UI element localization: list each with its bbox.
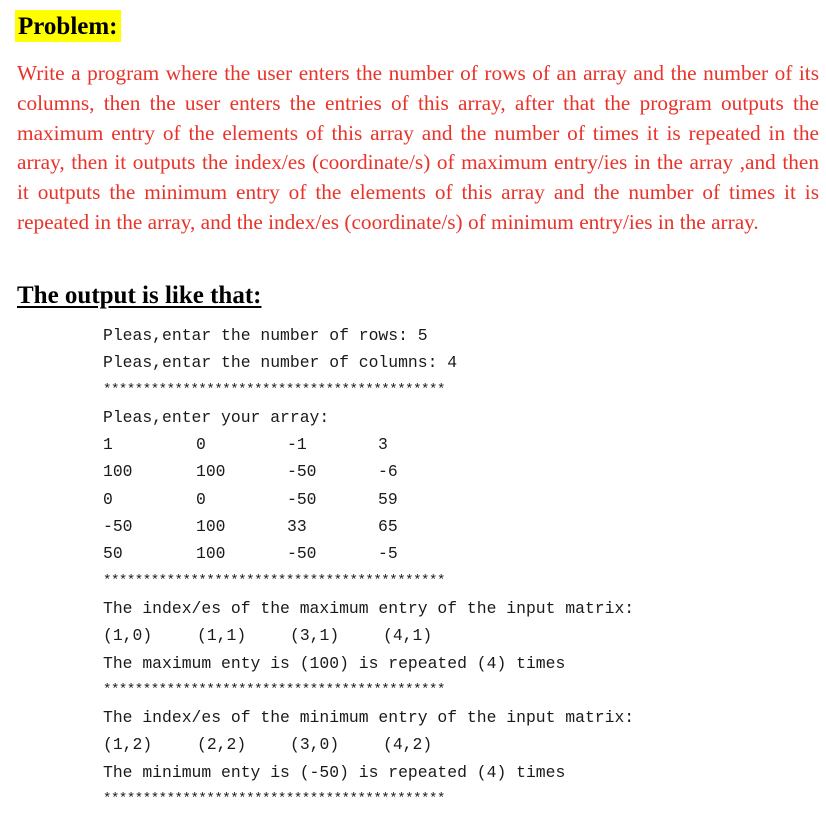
coordinate: (1,0): [103, 626, 153, 646]
array-prompt: Pleas,enter your array:: [103, 407, 330, 427]
coordinate: (1,1): [197, 626, 247, 646]
coordinate: (2,2): [197, 735, 247, 755]
matrix-cell: 33: [287, 517, 307, 537]
separator-line: *******************************************: [103, 681, 445, 698]
columns-prompt: Pleas,entar the number of columns: 4: [103, 353, 458, 373]
matrix-cell: 100: [196, 462, 226, 482]
matrix-cell: 100: [196, 544, 226, 564]
coordinate: (1,2): [103, 735, 153, 755]
max-index-heading: The index/es of the maximum entry of the input matrix:: [103, 598, 635, 618]
matrix-cell: -1: [287, 435, 307, 455]
matrix-cell: 0: [196, 435, 206, 455]
matrix-cell: 0: [103, 489, 113, 509]
matrix-row: [103, 513, 503, 540]
coordinate: (3,0): [290, 735, 340, 755]
matrix-row: [103, 540, 503, 567]
output-heading: The output is like that:: [17, 282, 262, 309]
separator-line: *******************************************: [103, 381, 445, 398]
matrix-cell: -50: [287, 489, 317, 509]
coordinate: (4,1): [383, 626, 433, 646]
matrix-cell: 1: [103, 435, 113, 455]
matrix-cell: 100: [103, 462, 133, 482]
matrix-cell: -6: [378, 462, 398, 482]
matrix-cell: -50: [287, 544, 317, 564]
matrix-row: [103, 458, 503, 485]
matrix-cell: 100: [196, 517, 226, 537]
matrix-cell: 65: [378, 517, 398, 537]
separator-line: *******************************************: [103, 791, 445, 808]
matrix-cell: -50: [103, 517, 133, 537]
min-summary: The minimum enty is (-50) is repeated (4) times: [103, 762, 566, 782]
problem-heading: Problem:: [15, 10, 121, 42]
matrix-cell: -50: [287, 462, 317, 482]
coordinate: (4,2): [383, 735, 433, 755]
separator-line: *******************************************: [103, 572, 445, 589]
matrix-row: [103, 486, 503, 513]
matrix-cell: 59: [378, 489, 398, 509]
matrix-cell: 50: [103, 544, 123, 564]
rows-prompt: Pleas,entar the number of rows: 5: [103, 326, 428, 345]
matrix-cell: 3: [378, 435, 388, 455]
min-index-heading: The index/es of the minimum entry of the input matrix:: [103, 708, 635, 728]
max-summary: The maximum enty is (100) is repeated (4) times: [103, 653, 566, 673]
console-output: [103, 322, 634, 813]
min-coordinates: [103, 731, 503, 758]
matrix-cell: -5: [378, 544, 398, 564]
matrix-row: [103, 431, 503, 458]
matrix-cell: 0: [196, 489, 206, 509]
max-coordinates: [103, 622, 503, 649]
coordinate: (3,1): [290, 626, 340, 646]
problem-description: Write a program where the user enters the number of rows of an array and the number of its columns, then the user enters the entries of this array, after that the program outputs the maximum entry of the elements of this array and the number of times it is repeated in the array, then it outputs the index/es (coordinate/s) of maximum entry/ies in the array ,and then it outputs the minimum entry of the elements of this array and the number of times it is repeated in the array, and the index/es (coordinate/s) of minimum entry/ies in the array.: [17, 61, 819, 234]
